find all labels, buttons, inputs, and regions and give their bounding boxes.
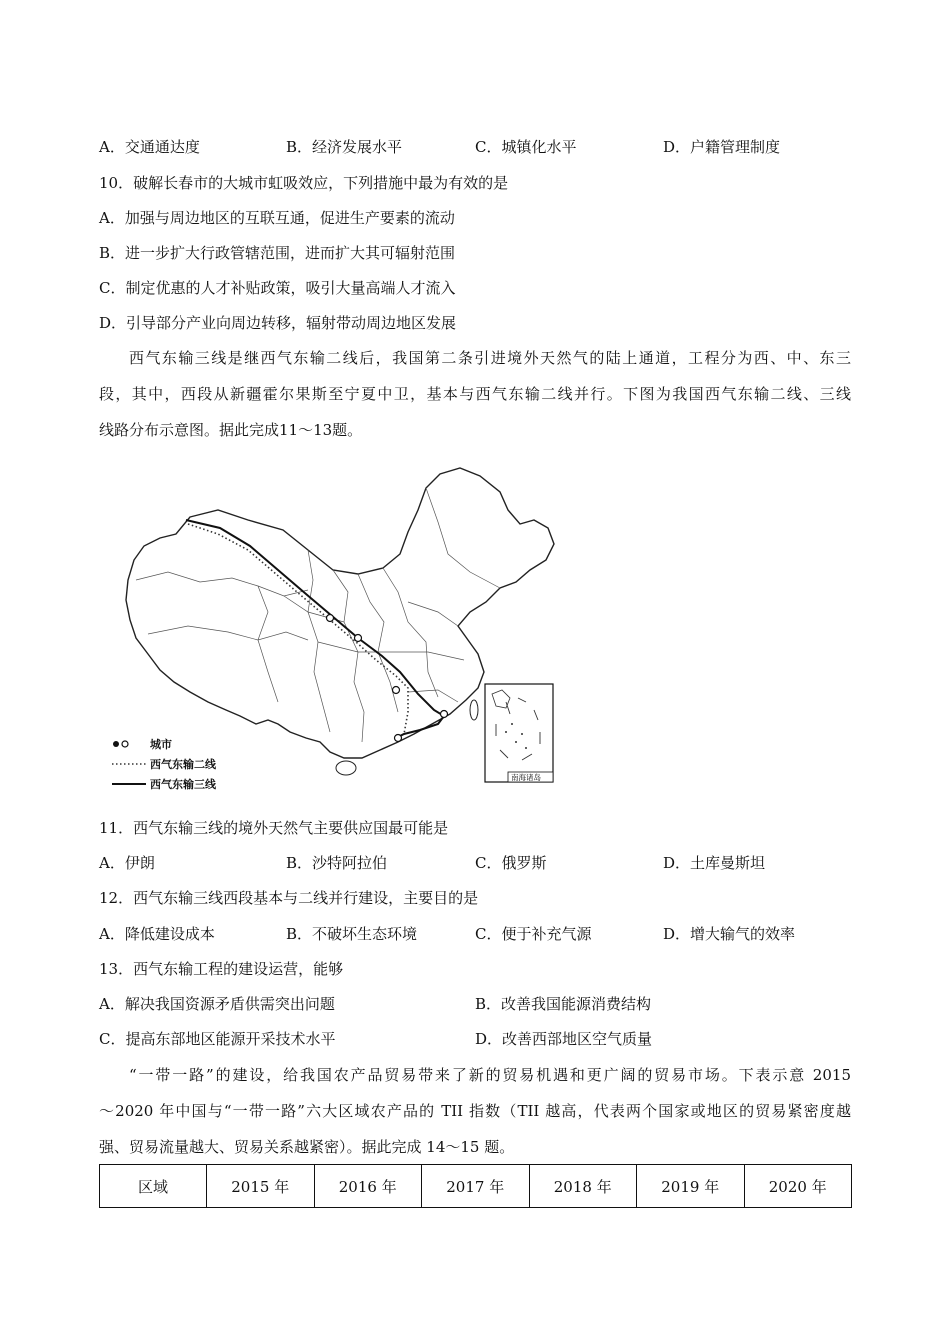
passage-line: 段，其中，西段从新疆霍尔果斯至宁夏中卫，基本与西气东输二线并行。下图为我国西气东输二线、三线 [99,385,851,403]
table-header-cell: 2016 年 [314,1165,422,1208]
legend-line-3: 西气东输三线 [150,778,216,791]
q13-option-a[interactable]: A．解决我国资源矛盾供需突出问题 [99,995,335,1013]
q12-option-b[interactable]: B．不破坏生态环境 [286,925,418,943]
q9-option-b[interactable]: B．经济发展水平 [286,138,403,156]
south-china-sea-inset [485,684,553,782]
q13-option-c[interactable]: C．提高东部地区能源开采技术水平 [99,1030,336,1048]
q12-stem: 12．西气东输三线西段基本与二线并行建设，主要目的是 [99,889,479,907]
q11-option-d[interactable]: D．土库曼斯坦 [663,854,766,872]
table-header-cell: 2015 年 [207,1165,315,1208]
q10-option-d[interactable]: D．引导部分产业向周边转移，辐射带动周边地区发展 [99,314,457,332]
legend-line-2: 西气东输二线 [150,758,216,771]
q9-option-d[interactable]: D．户籍管理制度 [663,138,781,156]
table-header-cell: 2017 年 [422,1165,530,1208]
q10-option-c[interactable]: C．制定优惠的人才补贴政策，吸引大量高端人才流入 [99,279,456,297]
q9-option-c[interactable]: C．城镇化水平 [475,138,577,156]
table-header-cell: 2020 年 [744,1165,852,1208]
q12-option-c[interactable]: C．便于补充气源 [475,925,592,943]
map-legend [112,737,217,791]
passage-line: “一带一路”的建设，给我国农产品贸易带来了新的贸易机遇和更广阔的贸易市场。下表示意 2015 [129,1066,851,1084]
passage-line: 西气东输三线是继西气东输二线后，我国第二条引进境外天然气的陆上通道，工程分为西、中、东三 [129,349,851,367]
inset-label: 南海诸岛 [511,773,541,782]
table-header-cell: 区域 [100,1165,207,1208]
q9-option-a[interactable]: A．交通通达度 [99,138,200,156]
q13-option-d[interactable]: D．改善西部地区空气质量 [475,1030,653,1048]
passage-line: 强、贸易流量越大、贸易关系越紧密）。据此完成 14～15 题。 [99,1138,515,1156]
table-header-cell: 2019 年 [637,1165,745,1208]
q10-stem: 10．破解长春市的大城市虹吸效应，下列措施中最为有效的是 [99,174,509,192]
q12-option-d[interactable]: D．增大输气的效率 [663,925,796,943]
passage-line: ～2020 年中国与“一带一路”六大区域农产品的 TII 指数（TII 越高，代表两个国家或地区的贸易紧密度越 [99,1102,851,1120]
q11-option-a[interactable]: A．伊朗 [99,854,155,872]
q11-stem: 11．西气东输三线的境外天然气主要供应国最可能是 [99,819,449,837]
q11-option-c[interactable]: C．俄罗斯 [475,854,547,872]
table-header-row [100,1165,852,1208]
q13-option-b[interactable]: B．改善我国能源消费结构 [475,995,652,1013]
passage-line: 线路分布示意图。据此完成11～13题。 [99,421,363,439]
table-header-cell: 2018 年 [529,1165,637,1208]
pipeline-map [108,462,558,796]
q12-option-a[interactable]: A．降低建设成本 [99,925,215,943]
q11-option-b[interactable]: B．沙特阿拉伯 [286,854,388,872]
tii-table [99,1164,852,1208]
q10-option-a[interactable]: A．加强与周边地区的互联互通，促进生产要素的流动 [99,209,455,227]
q13-stem: 13．西气东输工程的建设运营，能够 [99,960,344,978]
passage-gas-pipeline [99,348,851,456]
legend-city: 城市 [150,738,172,751]
q10-option-b[interactable]: B．进一步扩大行政管辖范围，进而扩大其可辐射范围 [99,244,456,262]
passage-belt-road [99,1065,851,1173]
